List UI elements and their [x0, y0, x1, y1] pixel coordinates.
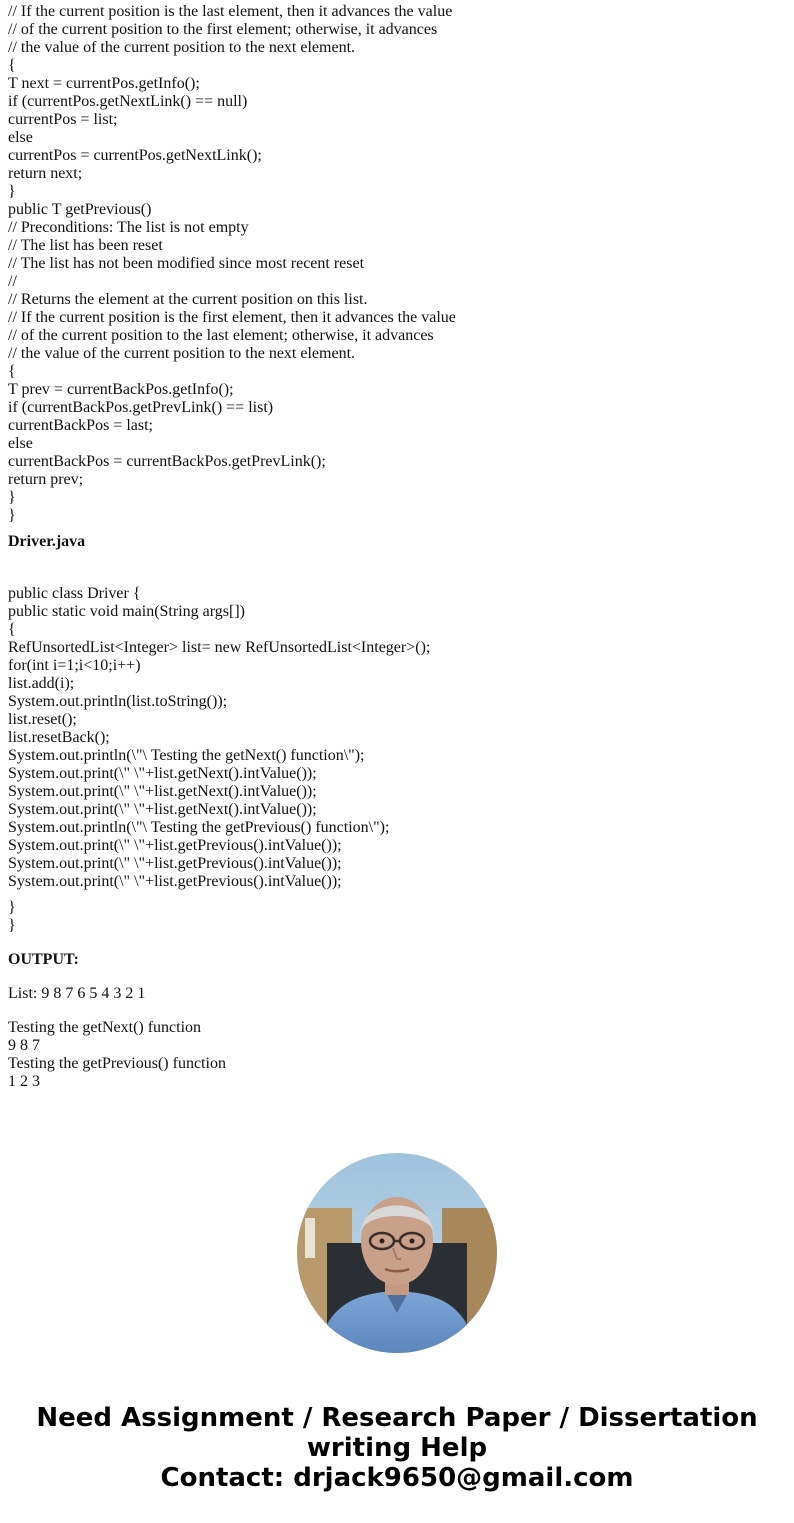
code-line: // the value of the current position to the next element. [8, 345, 356, 362]
contact-banner [0, 1403, 794, 1493]
code-line: // Returns the element at the current position on this list. [8, 291, 368, 308]
code-line: // The list has been reset [8, 237, 163, 254]
driver-heading: Driver.java [8, 533, 86, 550]
code-line: // The list has not been modified since most recent reset [8, 255, 365, 272]
code-line: // Preconditions: The list is not empty [8, 219, 249, 236]
code-line: } [8, 917, 16, 934]
code-line: currentPos = currentPos.getNextLink(); [8, 147, 262, 164]
code-line: System.out.println(\"\ Testing the getPrevious() function\"); [8, 819, 390, 836]
code-line: System.out.print(\" \"+list.getNext().intValue()); [8, 765, 317, 782]
code-line: if (currentBackPos.getPrevLink() == list) [8, 399, 274, 416]
code-line: // of the current position to the first element; otherwise, it advances [8, 21, 438, 38]
code-line: public T getPrevious() [8, 201, 152, 218]
code-line: currentBackPos = last; [8, 417, 153, 434]
code-line: currentPos = list; [8, 111, 118, 128]
code-listing-top [8, 3, 788, 525]
code-line: System.out.println(\"\ Testing the getNext() function\"); [8, 747, 365, 764]
output-line: 1 2 3 [8, 1073, 40, 1090]
output-lines [8, 1019, 788, 1091]
code-line: currentBackPos = currentBackPos.getPrevLink(); [8, 453, 326, 470]
code-line: System.out.print(\" \"+list.getPrevious().intValue()); [8, 837, 342, 854]
code-line: return prev; [8, 471, 84, 488]
code-line: } [8, 507, 16, 524]
output-line: 9 8 7 [8, 1037, 40, 1054]
code-line: { [8, 57, 16, 74]
code-line: System.out.print(\" \"+list.getNext().intValue()); [8, 801, 317, 818]
code-line: // [8, 273, 17, 290]
cta-line-1: Need Assignment / Research Paper / Dissertation [36, 1403, 758, 1433]
code-line: // If the current position is the first element, then it advances the value [8, 309, 456, 326]
code-line: // of the current position to the last element; otherwise, it advances [8, 327, 434, 344]
code-line: else [8, 129, 33, 146]
code-line: public static void main(String args[]) [8, 603, 245, 620]
code-line: RefUnsortedList<Integer> list= new RefUnsortedList<Integer>(); [8, 639, 431, 656]
output-list-line: List: 9 8 7 6 5 4 3 2 1 [8, 985, 146, 1002]
code-line: else [8, 435, 33, 452]
code-line: if (currentPos.getNextLink() == null) [8, 93, 248, 110]
code-line: return next; [8, 165, 83, 182]
code-line: T next = currentPos.getInfo(); [8, 75, 200, 92]
driver-code-listing [8, 585, 788, 891]
code-line: list.add(i); [8, 675, 75, 692]
code-line: list.resetBack(); [8, 729, 110, 746]
author-avatar [297, 1153, 497, 1353]
code-line: // the value of the current position to the next element. [8, 39, 356, 56]
code-line: T prev = currentBackPos.getInfo(); [8, 381, 234, 398]
code-line: for(int i=1;i<10;i++) [8, 657, 141, 674]
output-line: Testing the getPrevious() function [8, 1055, 226, 1072]
cta-line-3: Contact: drjack9650@gmail.com [160, 1463, 634, 1493]
code-line: { [8, 363, 16, 380]
author-photo-icon [297, 1153, 497, 1353]
output-heading: OUTPUT: [8, 951, 79, 968]
code-line: list.reset(); [8, 711, 77, 728]
code-line: System.out.println(list.toString()); [8, 693, 228, 710]
code-line: } [8, 899, 16, 916]
code-line: System.out.print(\" \"+list.getNext().intValue()); [8, 783, 317, 800]
code-line: } [8, 183, 16, 200]
code-line: public class Driver { [8, 585, 141, 602]
code-line: System.out.print(\" \"+list.getPrevious().intValue()); [8, 873, 342, 890]
output-line: Testing the getNext() function [8, 1019, 202, 1036]
cta-line-2: writing Help [306, 1433, 488, 1463]
code-line: } [8, 489, 16, 506]
code-line: // If the current position is the last element, then it advances the value [8, 3, 453, 20]
document-body [8, 3, 788, 1091]
code-line: { [8, 621, 16, 638]
driver-code-closing [8, 899, 788, 935]
code-line: System.out.print(\" \"+list.getPrevious().intValue()); [8, 855, 342, 872]
